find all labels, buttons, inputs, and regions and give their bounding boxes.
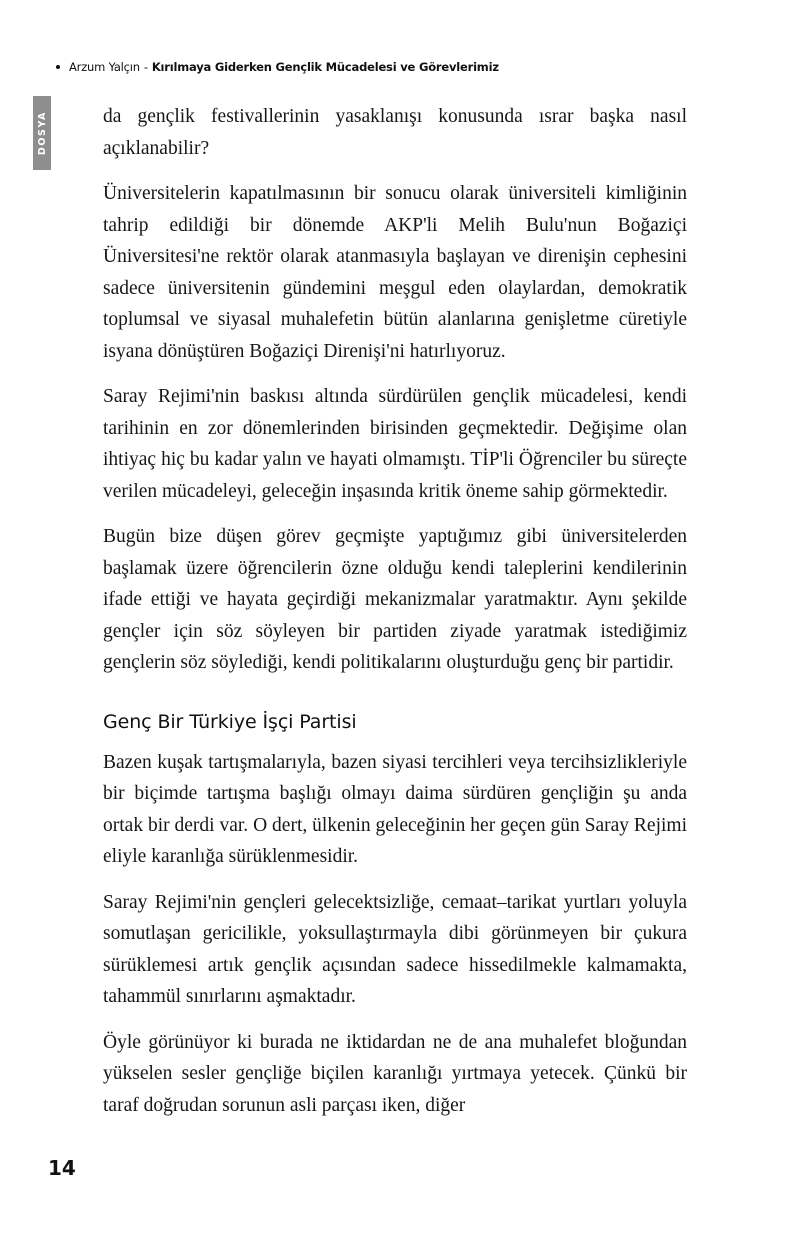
- section-tab: [33, 96, 51, 170]
- page-number: 14: [48, 1156, 76, 1180]
- paragraph: Saray Rejimi'nin baskısı altında sürdürülen gençlik mücadelesi, kendi tarihinin en zor dönemlerinden birisinden geçmektedir. Değişime olan ihtiyaç hiç bu kadar yalın ve hayati olmamıştı. TİP'li Öğrenciler bu süreçte verilen mücadeleyi, geleceğin inşasında kritik öneme sahip görmektedir.: [103, 386, 687, 502]
- paragraph: Bazen kuşak tartışmalarıyla, bazen siyasi tercihleri veya tercihsizlikleriyle bir biçimde tartışma başlığı olmayı daima sürdüren gençliğin şu anda ortak bir derdi var. O dert, ülkenin geleceğinin her geçen gün Saray Rejimi eliyle karanlığa sürüklenmesidir.: [103, 751, 687, 867]
- bullet-icon: [56, 65, 60, 69]
- paragraph: Üniversitelerin kapatılmasının bir sonucu olarak üniversiteli kimliğinin tahrip edildiği bir dönemde AKP'li Melih Bulu'nun Boğaziçi Üniversitesi'ne rektör olarak atanmasıyla başlayan ve direnişin cephesini sadece üniversitenin gündemini meşgul eden olaylardan, demokratik toplumsal ve siyasal muhalefetin bütün alanlarına genişletme cüretiyle isyana dönüştüren Boğaziçi Direnişi'ni hatırlıyoruz.: [103, 183, 687, 362]
- paragraph: Bugün bize düşen görev geçmişte yaptığımız gibi üniversitelerden başlamak üzere öğrencilerin özne olduğu kendi taleplerini kendilerinin ifade ettiği ve hayata geçirdiği mekanizmalar yaratmaktır. Aynı şekilde gençler için söz söyleyen bir partiden ziyade yaratmak istediğimiz gençlerin söz söylediği, kendi politikalarını oluşturduğu genç bir partidir.: [103, 526, 687, 673]
- header-separator: -: [143, 60, 148, 74]
- paragraph: Öyle görünüyor ki burada ne iktidardan ne de ana muhalefet bloğundan yükselen sesler gençliğe biçilen karanlığı yırtmaya yetecek. Çünkü bir taraf doğrudan sorunun asli parçası iken, diğer: [103, 1031, 687, 1116]
- header-article-title: Kırılmaya Giderken Gençlik Mücadelesi ve Görevlerimiz: [151, 60, 499, 74]
- running-header: [56, 60, 716, 74]
- section-subheading: Genç Bir Türkiye İşçi Partisi: [103, 710, 357, 733]
- section-tab-label: DOSYA: [36, 110, 48, 156]
- paragraph: Saray Rejimi'nin gençleri gelecektsizliğe, cemaat–tarikat yurtları yoluyla somutlaşan gericilikle, yoksullaştırmayla dibi görünmeyen bir çukura sürüklemesi artık gençlik açısından sadece hissedilmekle kalmamakta, tahammül sınırlarını aşmaktadır.: [103, 891, 687, 1007]
- body-column: [103, 101, 687, 1135]
- paragraph: da gençlik festivallerinin yasaklanışı konusunda ısrar başka nasıl açıklanabilir?: [103, 106, 687, 159]
- header-author: Arzum Yalçın: [69, 60, 140, 74]
